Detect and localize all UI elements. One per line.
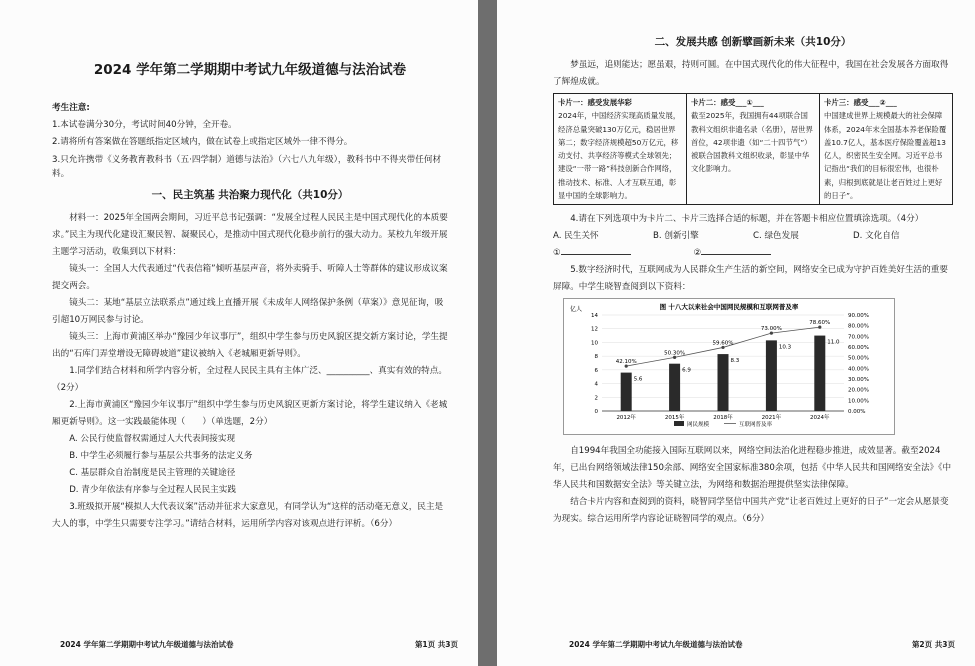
card-row [553, 93, 953, 205]
answer-blanks [553, 245, 953, 262]
footer-page-number: 第2页 共3页 [911, 640, 955, 649]
question-5-task: 结合卡片内容和查阅到的资料，晓智同学坚信中国共产党“让老百姓过上更好的日子”一定会从愿景变为现实。综合运用所学内容论证晓智同学的观点。（6分） [553, 497, 949, 525]
card-2-title: 卡片二：感受___①___ [691, 98, 764, 107]
y-tick-left: 6 [594, 368, 598, 375]
netizen-chart [563, 298, 895, 435]
bar-label: 11.0 [827, 339, 840, 346]
y-tick-left: 2 [594, 395, 598, 402]
bar-label: 6.9 [682, 368, 691, 375]
bar-label: 10.3 [778, 344, 792, 351]
card-2 [686, 94, 819, 204]
card-3 [819, 94, 952, 204]
blank-2-line[interactable] [701, 254, 771, 255]
y-tick-right: 80.00% [848, 324, 869, 331]
resource-paragraph: 自1994年我国全功能接入国际互联网以来，网络空间法治化进程稳步推进，成效显著。截至2024年，已出台网络领域法律150余部、网络安全国家标准380余项，包括《中华人民共和国网络安全法》《中华人民共和国数据安全法》等关键立法，为网络和数据治理提供坚实法律保障。 [553, 446, 952, 491]
blank-2-label: ② [693, 248, 702, 259]
q2-option-b: B. 中学生必须履行参与基层公共事务的法定义务 [69, 451, 253, 461]
x-tick-label: 2015年 [664, 415, 685, 422]
y-tick-left: 0 [594, 409, 598, 416]
notice-1: 1.本试卷满分30分，考试时间40分钟，全开卷。 [52, 120, 237, 130]
exam-page-1 [0, 0, 478, 666]
rate-label: 50.30% [664, 350, 686, 357]
blank-1-line[interactable] [561, 254, 631, 255]
card-1-text: 2024年，中国经济实现高质量发展，经济总量突破130万亿元，稳居世界第二；数字经济规模超50万亿元，移动支付、共享经济等模式全球领先；建设“一带一路”科技创新合作网络，推动技术、标准、人才互联互通，彰显中国的全球影响力。 [558, 111, 681, 201]
bar [814, 336, 825, 411]
q4-option-a: A. 民生关怀 [553, 231, 599, 242]
y-tick-left: 10 [591, 340, 598, 347]
material-1: 材料一：2025年全国两会期间，习近平总书记强调：“发展全过程人民民主是中国式现代化的本质要求。”民主为现代化建设汇聚民智、凝聚民心，是推动中国式现代化稳步前行的强大动力。某校九年级开展主题学习活动，收集到以下材料： [52, 213, 448, 257]
question-2: 2.上海市黄浦区“豫园少年议事厅”组织中学生参与历史风貌区更新方案讨论，将学生建议纳入《老城厢更新导则》。这一实践最能体现（ ）（单选题，2分） [52, 400, 448, 427]
q4-option-c: C. 绿色发展 [753, 231, 799, 242]
y-tick-right: 0.00% [848, 409, 866, 416]
q2-option-d: D. 青少年依法有序参与全过程人民民主实践 [69, 485, 236, 495]
card-3-title: 卡片三：感受___②___ [824, 98, 897, 107]
section-2-heading: 二、发展共感 创新擘画新未来（共10分） [654, 36, 852, 48]
legend-line-label: 互联网普及率 [739, 422, 773, 429]
q4-option-d: D. 文化自信 [853, 231, 900, 242]
blank-1-label: ① [553, 248, 561, 259]
y-tick-right: 70.00% [848, 334, 869, 341]
bar-label: 5.6 [633, 376, 643, 383]
y-tick-left: 12 [591, 327, 598, 334]
bar [621, 373, 632, 411]
legend-bar-swatch [674, 421, 684, 426]
rate-label: 73.00% [760, 326, 782, 333]
chart-svg [564, 299, 894, 434]
x-tick-label: 2012年 [616, 415, 636, 422]
q2-option-a: A. 公民行使监督权需通过人大代表间接实现 [69, 434, 236, 444]
rate-label: 59.60% [712, 340, 734, 347]
card-1 [554, 94, 686, 204]
question-3: 3.班级拟开展“模拟人大代表议案”活动并征求大家意见，有同学认为“这样的活动毫无意义，民主是大人的事，中学生只需要专注学习。”请结合材料，运用所学内容对该观点进行评析。（6分） [52, 502, 444, 529]
y-tick-left: 8 [594, 354, 598, 361]
lens-1: 镜头一：全国人大代表通过“代表信箱”倾听基层声音，将外卖骑手、听障人士等群体的建议形成议案提交两会。 [52, 264, 448, 291]
notice-3: 3.只允许携带《义务教育教科书（五·四学制）道德与法治》（六七八九年级），教科书中不得夹带任何材料。 [52, 155, 442, 179]
rate-label: 78.60% [809, 320, 831, 327]
y-tick-right: 30.00% [848, 377, 869, 384]
footer-page-number: 第1页 共3页 [414, 640, 458, 649]
card-2-text: 截至2025年，我国拥有44项联合国教科文组织非遗名录（名册），居世界首位，42项非遗（如“二十四节气”）被联合国教科文组织收录，彰显中华文化影响力。 [691, 111, 813, 174]
y-tick-left: 14 [591, 313, 598, 320]
y-tick-right: 90.00% [848, 313, 869, 320]
question-4: 4.请在下列选项中为卡片二、卡片三选择合适的标题，并在答题卡相应位置填涂选项。（4分） [570, 214, 924, 225]
footer-left: 2024 学年第二学期期中考试九年级道德与法治试卷 [60, 640, 234, 649]
exam-page-2 [497, 0, 975, 666]
card-3-text: 中国建成世界上规模最大的社会保障体系，2024年末全国基本养老保险覆盖10.7亿人，基本医疗保险覆盖超13亿人，织密民生安全网。习近平总书记指出“我们的目标很宏伟，也很朴素，归根到底就是让老百姓过上更好的日子”。 [824, 111, 947, 201]
y-tick-right: 10.00% [848, 398, 869, 405]
bar [718, 354, 729, 411]
section-2-intro: 梦虽远，追则能达；愿虽艰，持则可圆。在中国式现代化的伟大征程中，我国在社会发展各方面取得了辉煌成就。 [553, 60, 949, 87]
q2-option-c: C. 基层群众自治制度是民主管理的关键途径 [69, 468, 236, 478]
rate-label: 42.10% [615, 359, 637, 366]
section-1-heading: 一、民主筑基 共治聚力现代化（共10分） [151, 189, 349, 201]
x-tick-label: 2021年 [761, 415, 782, 422]
page-title: 2024 学年第二学期期中考试九年级道德与法治试卷 [93, 62, 407, 78]
y-tick-right: 40.00% [848, 366, 869, 373]
bar [766, 341, 777, 412]
legend-bar-label: 网民规模 [687, 422, 710, 429]
bar [669, 364, 680, 411]
q4-option-b: B. 创新引擎 [653, 231, 699, 242]
y-tick-left: 4 [594, 381, 598, 388]
lens-3: 镜头三：上海市黄浦区举办“豫园少年议事厅”，组织中学生参与历史风貌区提交新方案讨论，学生提出的“石库门弄堂增设无障碍坡道”建议被纳入《老城厢更新导则》。 [52, 332, 448, 359]
notice-2: 2.请将所有答案做在答题纸指定区域内，做在试卷上或指定区域外一律不得分。 [52, 137, 353, 147]
x-tick-label: 2018年 [713, 415, 733, 422]
lens-2: 镜头二：某地“基层立法联系点”通过线上直播开展《未成年人网络保护条例（草案）》意见征询，吸引超10万网民参与讨论。 [52, 298, 444, 325]
notice-heading: 考生注意: [52, 103, 90, 113]
x-tick-label: 2024年 [810, 415, 830, 422]
bar-label: 8.3 [730, 358, 740, 365]
footer-left: 2024 学年第二学期期中考试九年级道德与法治试卷 [569, 640, 743, 649]
question-5: 5.数字经济时代，互联网成为人民群众生产生活的新空间，网络安全已成为守护百姓美好生活的重要屏障。中学生晓智查阅到以下资料： [553, 265, 948, 293]
q4-options [553, 228, 953, 245]
y-tick-right: 50.00% [848, 356, 869, 363]
y-tick-right: 60.00% [848, 345, 869, 352]
chart-ylabel-left: 亿人 [570, 306, 583, 314]
y-tick-right: 20.00% [848, 388, 869, 395]
chart-title: 图 十八大以来社会中国网民规模和互联网普及率 [659, 303, 799, 312]
card-1-title: 卡片一：感受发展华彩 [558, 98, 632, 107]
question-1: 1.同学们结合材料和所学内容分析，全过程人民民主具有主体广泛、__________、真实有效的特点。（2分） [52, 366, 447, 393]
